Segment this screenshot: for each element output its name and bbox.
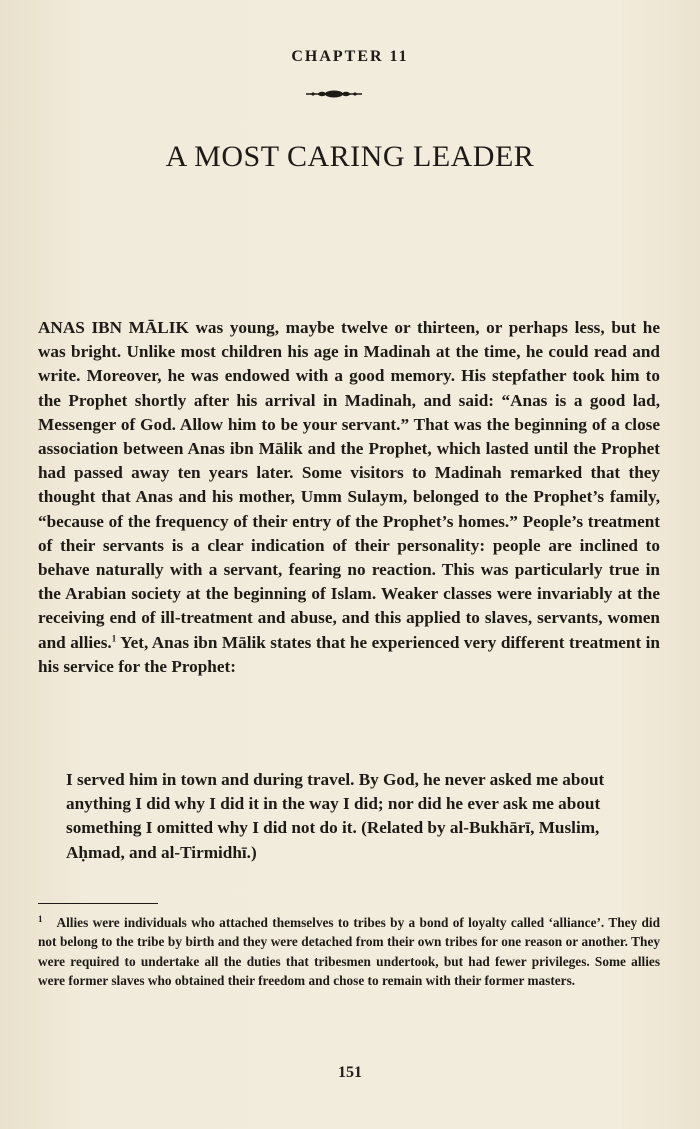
body-text-part-1: was young, maybe twelve or thirteen, or perhaps less, but he was bright. Unlike most children his age in Madinah at the time, he could read and write. Moreover, he was endowed with a good memory. His stepfather took him to the Prophet shortly after his arrival in Madinah, and said: “Anas is a good lad, Messenger of God. Allow him to be your servant.” That was the beginning of a close association between Anas ibn Mālik and the Prophet, which lasted until the Prophet had passed away ten years later. Some visitors to Madinah remarked that they thought that Anas and his mother, Umm Sulaym, belonged to the Prophet’s family, “because of the frequency of their entry of the Prophet’s homes.” People’s treatment of their servants is a clear indication of their personality: people are inclined to behave naturally with a servant, fearing no reaction. This was particularly true in the Arabian society at the beginning of Islam. Weaker classes were invariably at the receiving end of ill-treatment and abuse, and this applied to slaves, servants, women and allies. (38, 318, 660, 652)
body-paragraph (38, 316, 660, 679)
footnote-text: Allies were individuals who attached themselves to tribes by a bond of loyalty called ‘alliance’. They did not belong to the tribe by birth and they were detached from their own tribes for one reason or another. They were required to undertake all the duties that tribesmen undertook, but had fewer privileges. Some allies were former slaves who obtained their freedom and chose to remain with their former masters. (38, 915, 660, 989)
footnote (38, 913, 660, 991)
block-quotation: I served him in town and during travel. By God, he never asked me about anything I did why I did it in the way I did; nor did he ever ask me about something I omitted why I did not do it. (Related by al-Bukhārī, Muslim, Aḥmad, and al-Tirmidhī.) (66, 770, 605, 862)
chapter-title: A MOST CARING LEADER (165, 140, 535, 173)
page-number: 151 (338, 1064, 362, 1081)
footnote-rule (38, 903, 158, 904)
body-text-part-2: Yet, Anas ibn Mālik states that he experienced very different treatment in his service for the Prophet: (38, 632, 660, 676)
footnote-number: 1 (38, 913, 43, 924)
footnote-reference: 1 (111, 632, 117, 643)
chapter-label: CHAPTER 11 (291, 48, 409, 65)
lead-in-name: ANAS IBN MĀLIK (38, 318, 189, 337)
ornament-divider-icon (306, 88, 362, 100)
